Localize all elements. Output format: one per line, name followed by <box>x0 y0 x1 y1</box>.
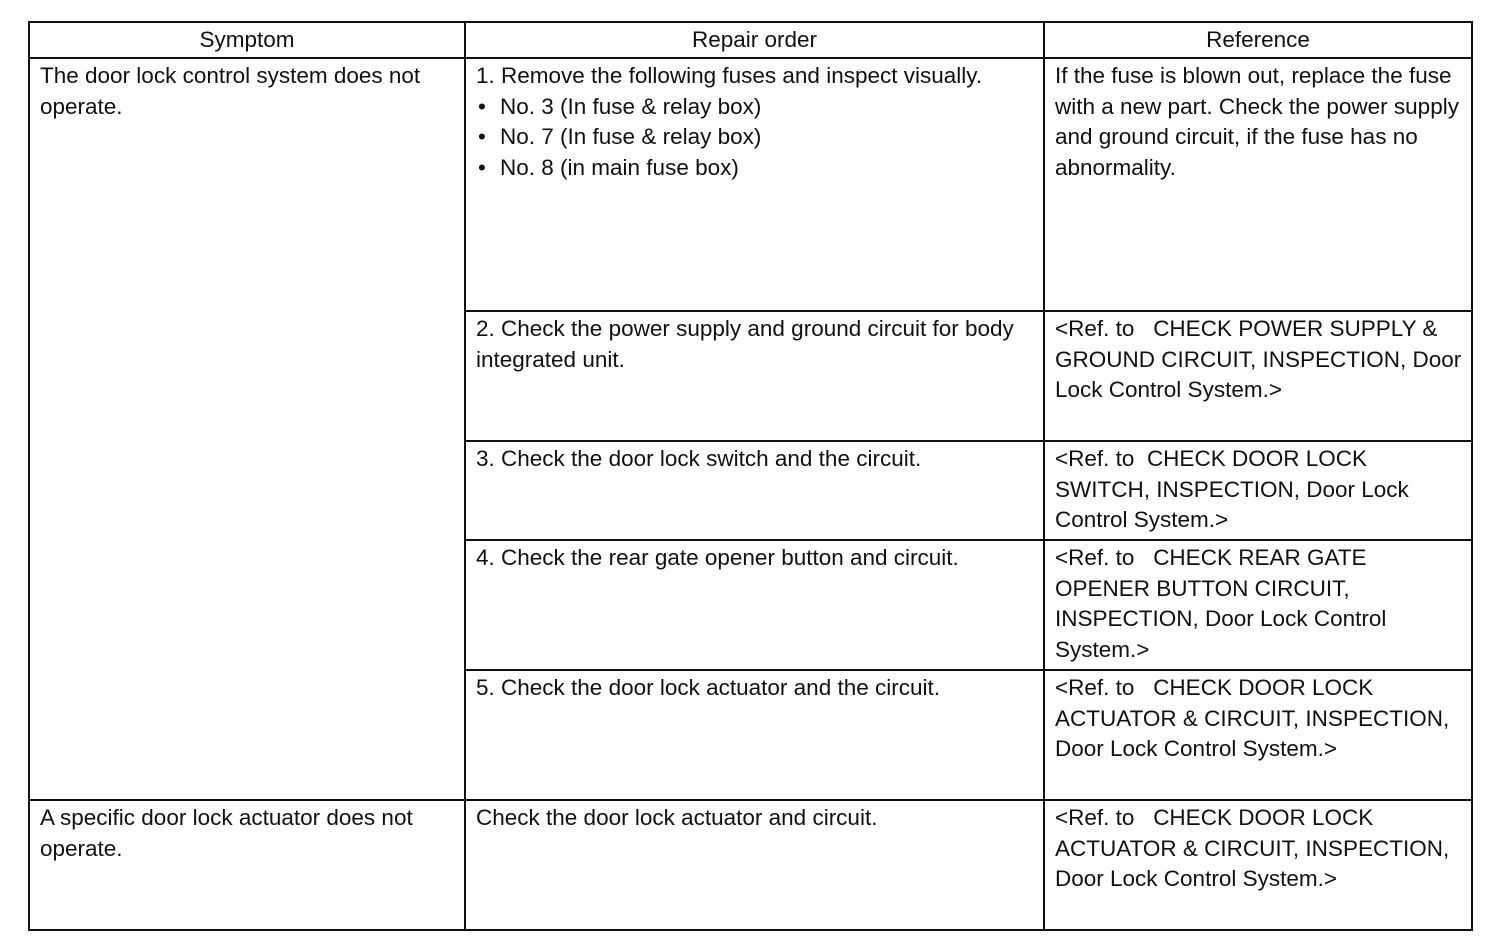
reference-cell <box>1044 670 1472 800</box>
reference-prefix: <Ref. to <box>1055 675 1135 700</box>
repair-step-cell: 4. Check the rear gate opener button and circuit. <box>465 540 1044 670</box>
repair-step-cell: 2. Check the power supply and ground circuit for body integrated unit. <box>465 311 1044 441</box>
reference-prefix: <Ref. to <box>1055 545 1135 570</box>
bullet-icon: • <box>478 124 486 149</box>
list-item: • No. 7 (In fuse & relay box) <box>476 122 1035 153</box>
header-reference: Reference <box>1044 22 1472 58</box>
table-row <box>29 800 1472 930</box>
list-item: • No. 8 (in main fuse box) <box>476 153 1035 184</box>
repair-step-cell: Check the door lock actuator and circuit. <box>465 800 1044 930</box>
bullet-icon: • <box>478 93 486 119</box>
reference-cell: If the fuse is blown out, replace the fuse with a new part. Check the power supply and ground circuit, if the fuse has no abnormality. <box>1044 58 1472 311</box>
reference-link[interactable]: CHECK POWER SUPPLY & GROUND CIRCUIT, INSPECTION, Door Lock Control System.> <box>1055 316 1462 402</box>
reference-link[interactable]: CHECK REAR GATE OPENER BUTTON CIRCUIT, INSPECTION, Door Lock Control System.> <box>1055 545 1387 662</box>
reference-link[interactable]: CHECK DOOR LOCK ACTUATOR & CIRCUIT, INSPECTION, Door Lock Control System.> <box>1055 805 1450 891</box>
repair-step-cell: 5. Check the door lock actuator and the circuit. <box>465 670 1044 800</box>
reference-cell <box>1044 441 1472 540</box>
repair-step-cell: 3. Check the door lock switch and the circuit. <box>465 441 1044 540</box>
reference-prefix: <Ref. to <box>1055 316 1135 341</box>
fuse-list <box>476 92 1035 184</box>
reference-cell <box>1044 540 1472 670</box>
reference-prefix: <Ref. to <box>1055 446 1135 471</box>
table-row <box>29 58 1472 311</box>
diagnosis-table <box>28 21 1473 931</box>
reference-link[interactable]: CHECK DOOR LOCK SWITCH, INSPECTION, Door Lock Control System.> <box>1055 446 1409 532</box>
repair-step-cell <box>465 58 1044 311</box>
symptom-cell: A specific door lock actuator does not operate. <box>29 800 465 930</box>
reference-cell <box>1044 311 1472 441</box>
repair-step-text: 1. Remove the following fuses and inspect visually. <box>476 63 983 88</box>
header-repair-order: Repair order <box>465 22 1044 58</box>
header-row <box>29 22 1472 58</box>
reference-prefix: <Ref. to <box>1055 805 1135 830</box>
reference-link[interactable]: CHECK DOOR LOCK ACTUATOR & CIRCUIT, INSPECTION, Door Lock Control System.> <box>1055 675 1450 761</box>
reference-cell <box>1044 800 1472 930</box>
symptom-cell: The door lock control system does not operate. <box>29 58 465 800</box>
header-symptom: Symptom <box>29 22 465 58</box>
list-item: • No. 3 (In fuse & relay box) <box>476 92 1035 123</box>
bullet-icon: • <box>478 154 486 180</box>
